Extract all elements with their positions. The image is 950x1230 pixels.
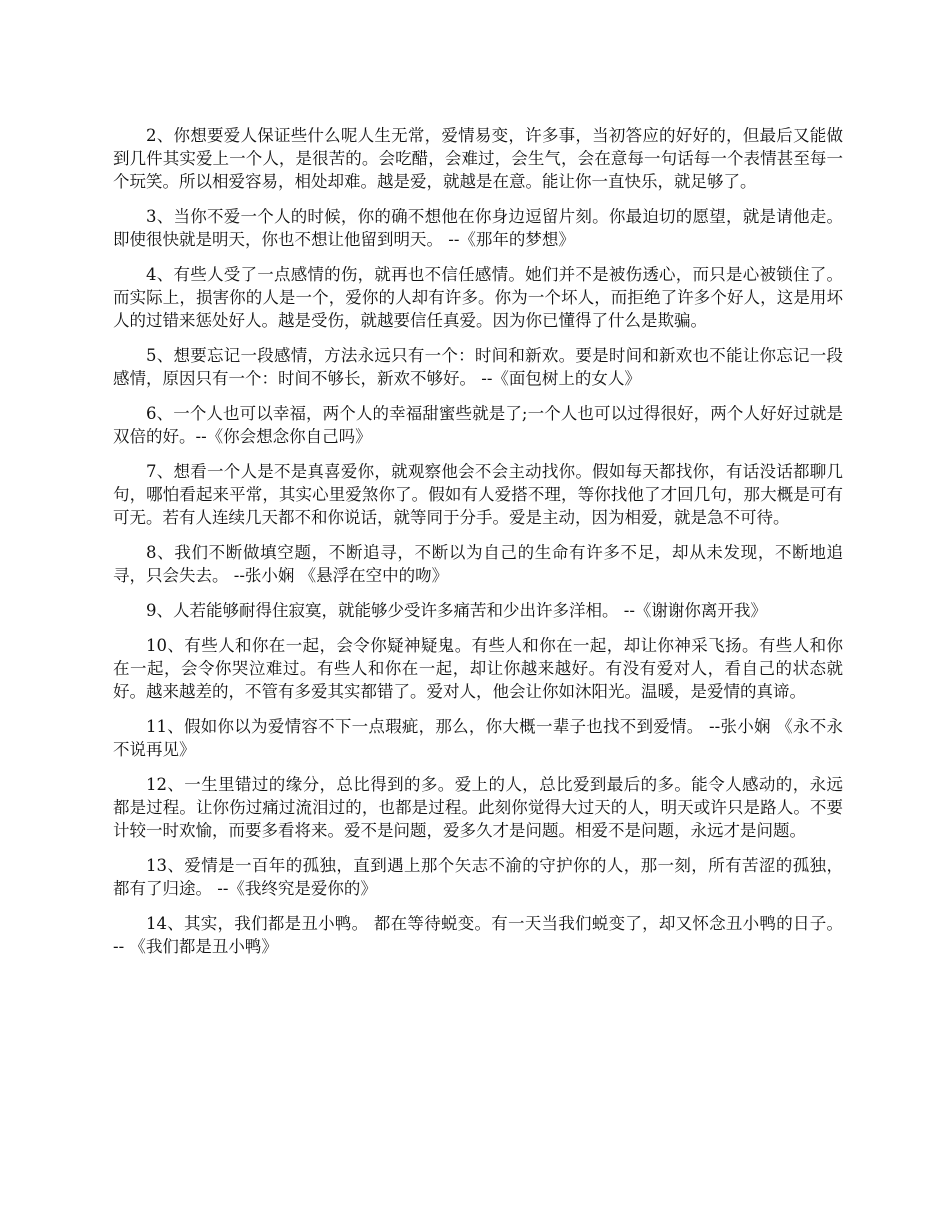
paragraph: 9、人若能够耐得住寂寞，就能够少受许多痛苦和少出许多洋相。 --《谢谢你离开我》: [146, 601, 767, 620]
paragraph: 12、一生里错过的缘分，总比得到的多。爱上的人，总比爱到最后的多。能令人感动的，永远都是过程。让你伤过痛过流泪过的，也都是过程。此刻你觉得大过天的人，明天或许只是路人。不要计较一时欢愉，而要多看将来。爱不是问题，爱多久才是问题。相爱不是问题，永远才是问题。: [113, 775, 843, 840]
paragraph: 4、有些人受了一点感情的伤，就再也不信任感情。她们并不是被伤透心，而只是心被锁住了。而实际上，损害你的人是一个，爱你的人却有许多。你为一个坏人，而拒绝了许多个好人，这是用坏人的过错来惩处好人。越是受伤，就越要信任真爱。因为你已懂得了什么是欺骗。: [113, 265, 843, 330]
paragraph: 13、爱情是一百年的孤独，直到遇上那个矢志不渝的守护你的人，那一刻，所有苦涩的孤独，都有了归途。 --《我终究是爱你的》: [113, 856, 843, 898]
paragraph: 5、想要忘记一段感情，方法永远只有一个：时间和新欢。要是时间和新欢也不能让你忘记一段感情，原因只有一个：时间不够长，新欢不够好。 --《面包树上的女人》: [113, 346, 843, 388]
paragraph: 6、一个人也可以幸福，两个人的幸福甜蜜些就是了;一个人也可以过得很好，两个人好好过就是双倍的好。--《你会想念你自己吗》: [113, 404, 843, 446]
paragraph: 2、你想要爱人保证些什么呢人生无常，爱情易变，许多事，当初答应的好好的，但最后又能做到几件其实爱上一个人，是很苦的。会吃醋，会难过，会生气，会在意每一句话每一个表情甚至每一个玩笑。所以相爱容易，相处却难。越是爱，就越是在意。能让你一直快乐，就足够了。: [113, 126, 843, 191]
paragraph: 7、想看一个人是不是真喜爱你，就观察他会不会主动找你。假如每天都找你，有话没话都聊几句，哪怕看起来平常，其实心里爱煞你了。假如有人爱搭不理，等你找他了才回几句，那大概是可有可无。若有人连续几天都不和你说话，就等同于分手。爱是主动，因为相爱，就是急不可待。: [113, 462, 843, 527]
paragraph: 11、假如你以为爱情容不下一点瑕疵，那么，你大概一辈子也找不到爱情。 --张小娴 《永不永不说再见》: [113, 717, 843, 759]
paragraph: 14、其实，我们都是丑小鸭。 都在等待蜕变。有一天当我们蜕变了，却又怀念丑小鸭的日子。 -- 《我们都是丑小鸭》: [113, 914, 843, 956]
document-body: [113, 124, 843, 970]
paragraph: 10、有些人和你在一起，会令你疑神疑鬼。有些人和你在一起，却让你神采飞扬。有些人和你在一起，会令你哭泣难过。有些人和你在一起，却让你越来越好。有没有爱对人，看自己的状态就好。越来越差的，不管有多爱其实都错了。爱对人，他会让你如沐阳光。温暖，是爱情的真谛。: [113, 636, 843, 701]
paragraph: 8、我们不断做填空题，不断追寻，不断以为自己的生命有许多不足，却从未发现，不断地追寻，只会失去。 --张小娴 《悬浮在空中的吻》: [113, 543, 843, 585]
paragraph: 3、当你不爱一个人的时候，你的确不想他在你身边逗留片刻。你最迫切的愿望，就是请他走。即使很快就是明天，你也不想让他留到明天。 --《那年的梦想》: [113, 207, 843, 249]
